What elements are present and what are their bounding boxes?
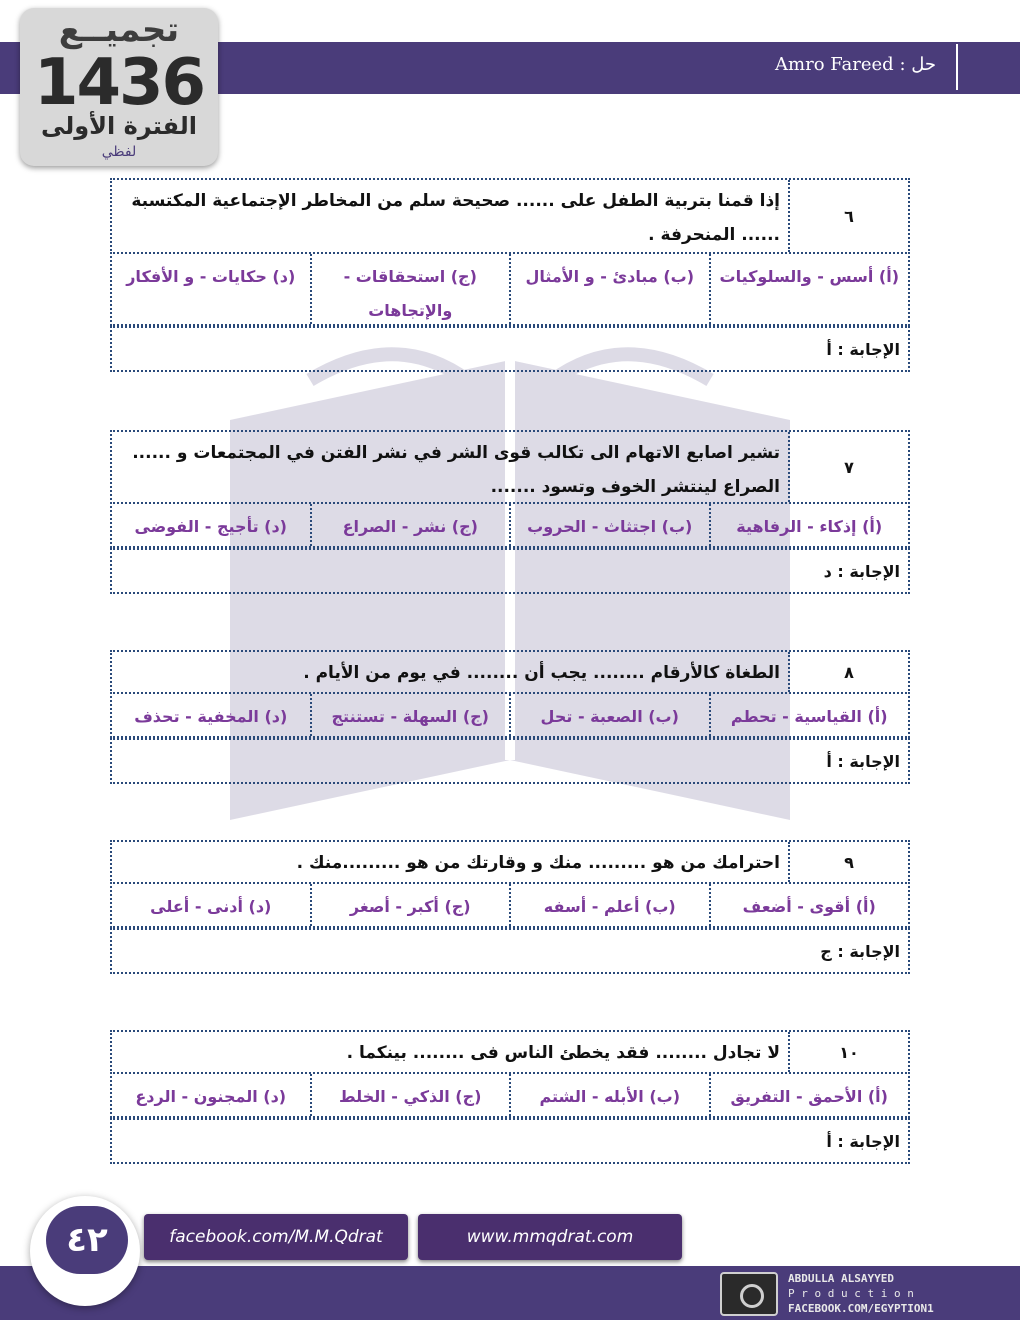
logo-title: تجميــع (58, 10, 180, 50)
option-c: (ج) الذكي - الخلط (310, 1074, 510, 1116)
question-text: احترامك من هو ......... منك و وقارتك من هو .........منك . (296, 853, 780, 873)
question-number: ٦ (788, 180, 908, 252)
website-link[interactable]: www.mmqdrat.com (418, 1214, 682, 1260)
options-row (110, 502, 910, 548)
header-divider (956, 44, 958, 90)
options-row (110, 882, 910, 928)
option-c: (ج) أكبر - أصغر (310, 884, 510, 926)
option-a: (أ) الأحمق - التفريق (709, 1074, 909, 1116)
question-number: ٧ (788, 432, 908, 502)
option-b: (ب) الصعبة - تحل (509, 694, 709, 736)
option-c: (ج) استحقاقات - والإتجاهات (310, 254, 510, 324)
logo-year: 1436 (33, 46, 205, 120)
question-block-9 (110, 840, 910, 974)
answer-row: الإجابة : ج (110, 928, 910, 974)
option-b: (ب) مبادئ - و الأمثال (509, 254, 709, 324)
production-credit (716, 1270, 1020, 1320)
option-d: (د) أدنى - أعلى (150, 897, 272, 916)
option-a: (أ) القياسية - تحطم (709, 694, 909, 736)
question-block-10 (110, 1030, 910, 1164)
option-d: (د) تأجيج - الفوضى (134, 517, 287, 536)
question-row (110, 840, 910, 884)
question-number: ٩ (788, 842, 908, 882)
page-number: ٤٢ (46, 1206, 128, 1274)
option-d: (د) المخفية - تحذف (134, 707, 288, 726)
facebook-link[interactable]: facebook.com/M.M.Qdrat (144, 1214, 408, 1260)
options-row (110, 252, 910, 326)
answer-row: الإجابة : أ (110, 738, 910, 784)
option-c: (ج) السهلة - تستنتج (310, 694, 510, 736)
option-d: (د) المجنون - الردع (135, 1087, 287, 1106)
option-b: (ب) اجتثاث - الحروب (509, 504, 709, 546)
options-row (110, 1072, 910, 1118)
option-a: (أ) أسس - والسلوكيات (709, 254, 909, 324)
camera-logo-icon (720, 1272, 778, 1316)
option-a: (أ) إذكاء - الرفاهية (709, 504, 909, 546)
question-block-8 (110, 650, 910, 784)
question-row (110, 430, 910, 504)
question-row (110, 650, 910, 694)
option-b: (ب) أعلم - أسفه (509, 884, 709, 926)
question-text: الطغاة كالأرقام ........ يجب أن ........ في يوم من الأيام . (303, 663, 780, 683)
option-b: (ب) الأبله - الشتم (509, 1074, 709, 1116)
answer-row: الإجابة : أ (110, 1118, 910, 1164)
answer-row: الإجابة : د (110, 548, 910, 594)
option-d: (د) حكايات - و الأفكار (126, 267, 296, 286)
question-block-7 (110, 430, 910, 594)
option-c: (ج) نشر - الصراع (310, 504, 510, 546)
option-a: (أ) أقوى - أضعف (709, 884, 909, 926)
logo-period: الفترة الأولى (40, 112, 198, 140)
collection-logo (20, 8, 218, 166)
question-block-6 (110, 178, 910, 372)
options-row (110, 692, 910, 738)
question-number: ١٠ (788, 1032, 908, 1072)
question-text: إذا قمنا بتربية الطفل على ...... صحيحة سلم من المخاطر الإجتماعية المكتسبة ...... المنحرفة . (131, 191, 780, 245)
answer-row: الإجابة : أ (110, 326, 910, 372)
question-text: لا تجادل ........ فقد يخطئ الناس فى ........ بينكما . (346, 1043, 780, 1063)
question-text: تشير اصابع الاتهام الى تكالب قوى الشر في نشر الفتن في المجتمعات و ...... الصراع لينتشر الخوف وتسود ....... (132, 443, 780, 497)
credit-name: ABDULLA ALSAYYED (788, 1272, 894, 1285)
question-row (110, 1030, 910, 1074)
question-number: ٨ (788, 652, 908, 692)
credit-production: P r o d u c t i o n (788, 1287, 914, 1300)
logo-category: لفظي (101, 144, 137, 160)
question-row (110, 178, 910, 254)
credit-facebook: FACEBOOK.COM/EGYPTION1 (788, 1302, 934, 1315)
solver-credit: حل : Amro Fareed (775, 54, 936, 75)
